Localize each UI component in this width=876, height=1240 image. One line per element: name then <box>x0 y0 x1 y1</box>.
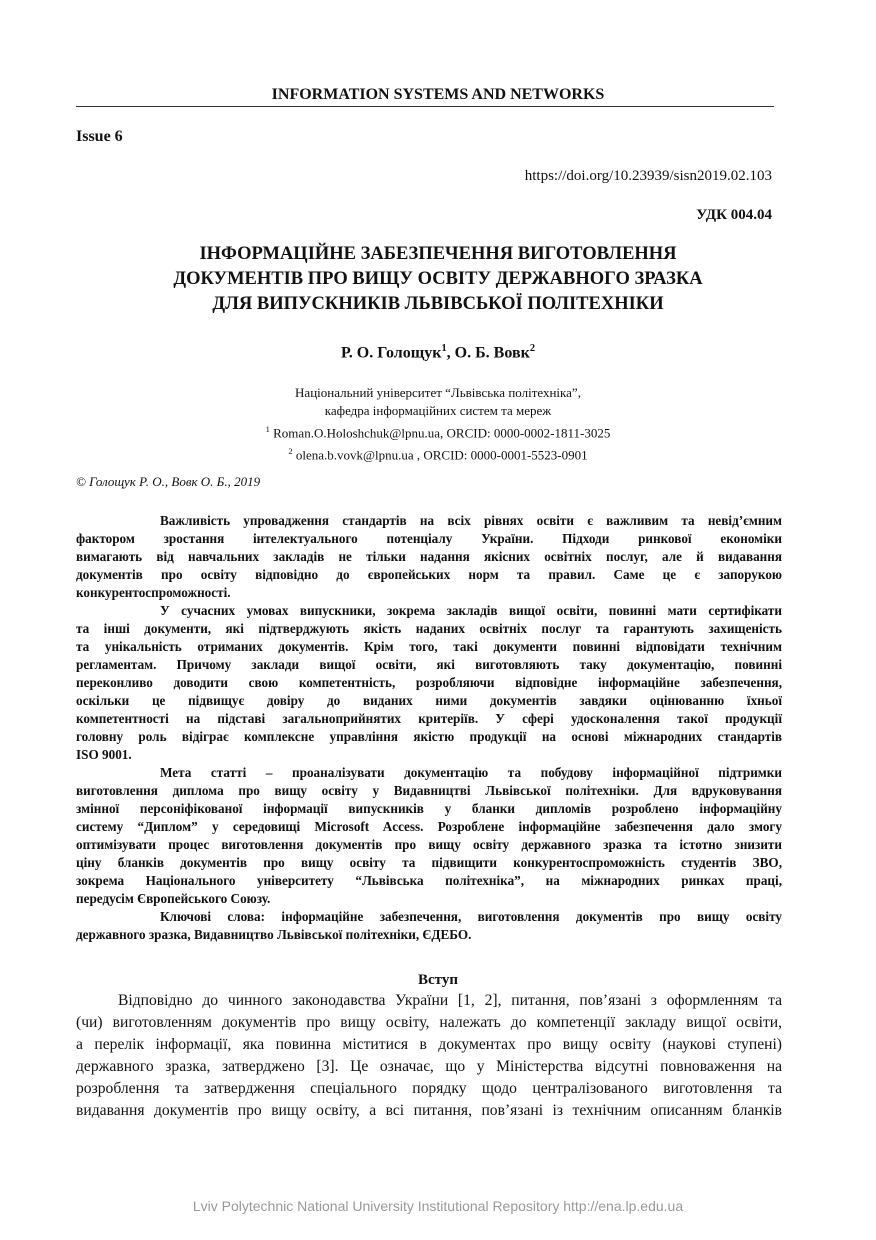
affiliation-department: кафедра інформаційних систем та мереж <box>324 403 552 418</box>
author-contact-2 <box>0 442 876 464</box>
repository-footer: Lviv Polytechnic National University Institutional Repository http://ena.lp.edu.ua <box>192 1198 684 1214</box>
affiliation-university: Національний університет “Львівська політехніка”, <box>295 385 581 400</box>
text-line: систему “Диплом” у середовищі Microsoft Access. Розроблене інформаційне забезпечення дало змогу <box>76 819 782 834</box>
author-affil-mark: 2 <box>529 343 536 354</box>
text-line: державного зразка, Видавництво Львівської політехніки, ЄДЕБО. <box>76 927 472 942</box>
text-line: видавання документів про вищу освіту, а всі питання, пов’язані із технічним описанням бланків <box>76 1102 782 1119</box>
udk-code: УДК 004.04 <box>696 207 772 223</box>
contact-text: Roman.O.Holoshchuk@lpnu.ua, ORCID: 0000-0002-1811-3025 <box>269 425 611 441</box>
text-line: та інші документи, які підтверджують якість наданих освітніх послуг та гарантують захищеність <box>76 621 782 636</box>
abstract <box>76 512 782 944</box>
text-line: Мета статті – проаналізувати документацію та побудову інформаційної підтримки <box>160 765 782 780</box>
text-line: Відповідно до чинного законодавства України [1, 2], питання, пов’язані з оформленням та <box>118 992 782 1009</box>
journal-header: INFORMATION SYSTEMS AND NETWORKS <box>271 86 605 103</box>
text-line: вимагають від навчальних закладів не тільки надання якісних освітніх послуг, але й видавання <box>76 549 782 564</box>
title-line: ДЛЯ ВИПУСКНИКІВ ЛЬВІВСЬКОЇ ПОЛІТЕХНІКИ <box>212 294 664 314</box>
text-line: ціну бланків документів про вищу освіту та підвищити конкурентоспроможність студентів ЗВО, <box>76 855 782 870</box>
text-line: розроблення та затвердження спеціального порядку щодо централізованого виготовлення та <box>76 1080 782 1097</box>
text-line: виготовлення диплома про вищу освіту у Видавництві Львівської політехніки. Для вдруковування <box>76 783 782 798</box>
title-line: ДОКУМЕНТІВ ПРО ВИЩУ ОСВІТУ ДЕРЖАВНОГО ЗРАЗКА <box>173 269 703 289</box>
text-line: конкурентоспроможності. <box>76 585 231 600</box>
article-title <box>0 242 876 317</box>
text-line: передусім Європейського Союзу. <box>76 891 271 906</box>
text-line: документів про освіту відповідно до європейських норм та правил. Саме це є запорукою <box>76 567 782 582</box>
contact-text: olena.b.vovk@lpnu.ua , ORCID: 0000-0001-5523-0901 <box>292 447 588 463</box>
header-divider <box>76 106 774 107</box>
text-line: зокрема Національного університету “Львівська політехніка”, на міжнародних ринках праці, <box>76 873 782 888</box>
title-line: ІНФОРМАЦІЙНЕ ЗАБЕЗПЕЧЕННЯ ВИГОТОВЛЕННЯ <box>199 244 677 264</box>
text-line: ISO 9001. <box>76 747 132 762</box>
affiliation <box>0 384 876 465</box>
text-line: регламентам. Причому заклади вищої освіти, які виготовляють таку документацію, повинні <box>76 657 782 672</box>
contact-mark: 2 <box>288 446 293 457</box>
text-line: компетентності на підставі загальноприйнятих критеріїв. У сфері удосконалення такої продукції <box>76 711 782 726</box>
intro-body <box>76 990 782 1122</box>
author-name: О. Б. Вовк <box>454 344 530 362</box>
text-line: переконливо доводити свою компетентність, розробляючи відповідне інформаційне забезпечення, <box>76 675 782 690</box>
text-line: (чи) виготовленням документів про вищу освіту, належать до компетенції закладу вищої освіти, <box>76 1014 782 1031</box>
text-line: а перелік інформації, яка повинна міститися в документах про вищу освіту (наукові ступені) <box>76 1036 782 1053</box>
section-heading-intro: Вступ <box>418 972 458 988</box>
author-name: Р. О. Голощук <box>340 344 442 362</box>
author-contact-1 <box>0 420 876 442</box>
text-line: Важливість упровадження стандартів на всіх рівнях освіти є важливим та невід’ємним <box>160 513 782 528</box>
text-line: та унікальність отриманих документів. Крім того, такі документи повинні відповідати технічним <box>76 639 782 654</box>
text-line: У сучасних умовах випускники, зокрема закладів вищої освіти, повинні мати сертифікати <box>160 603 782 618</box>
text-line: Ключові слова: інформаційне забезпечення, виготовлення документів про вищу освіту <box>160 909 782 924</box>
doi-link[interactable]: https://doi.org/10.23939/sisn2019.02.103 <box>524 168 772 184</box>
text-line: фактором зростання інтелектуального потенціалу України. Підходи ринкової економіки <box>76 531 782 546</box>
text-line: державного зразка, затверджено [3]. Це означає, що у Міністерства відсутні повноваження на <box>76 1058 782 1075</box>
text-line: головну роль відіграє комплексне управління якістю продукції на основі міжнародних стандартів <box>76 729 782 744</box>
authors: Р. О. Голощук$^1$, О. Б. Вовк$^2$ <box>340 343 536 362</box>
text-line: оптимізувати процес виготовлення документів про вищу освіту державного зразка та істотно знизити <box>76 837 782 852</box>
copyright: © Голощук Р. О., Вовк О. Б., 2019 <box>76 474 261 489</box>
contact-mark: 1 <box>265 424 270 434</box>
issue-label: Issue 6 <box>76 128 123 145</box>
text-line: оскільки це підвищує довіру до виданих ними документів завдяки оцінюванню їхньої <box>76 693 782 708</box>
author-affil-mark: 1 <box>441 343 447 354</box>
text-line: змінної персоніфікованої інформації випускників у бланки дипломів розроблено інформаційну <box>76 801 782 816</box>
